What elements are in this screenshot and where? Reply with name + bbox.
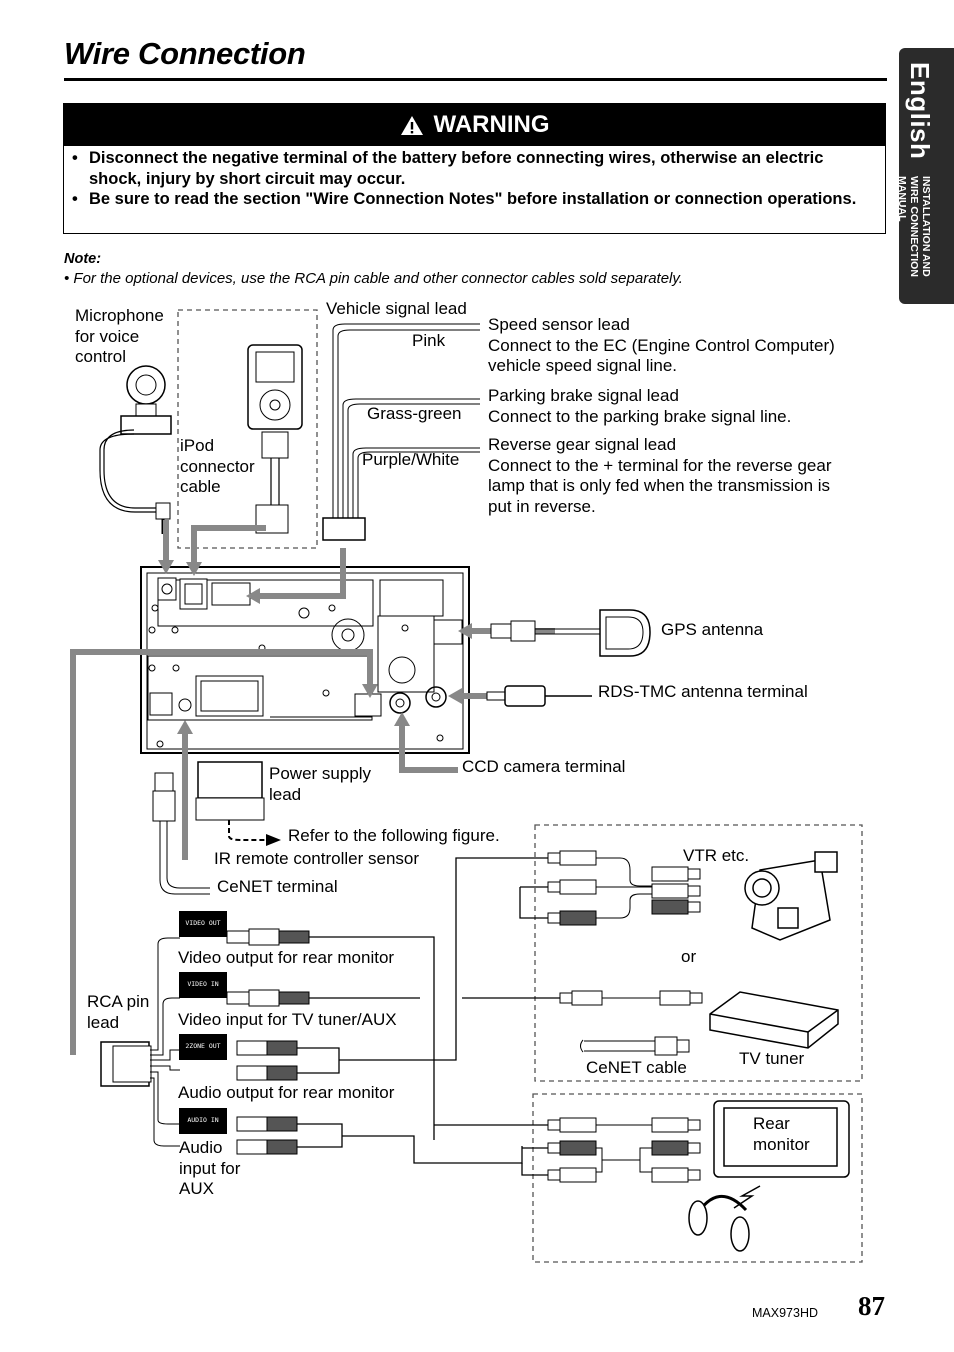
label-power-supply: Power supply lead — [269, 764, 372, 804]
connector-tag-2zone-out: 2ZONE OUT — [185, 1042, 221, 1050]
page-number: 87 — [858, 1291, 885, 1321]
label-ipod-cable: iPod connector cable — [180, 436, 255, 496]
microphone-icon — [100, 366, 171, 534]
warning-item: • Disconnect the negative terminal of the battery before connecting wires, otherwise an electric shock, injury by short circuit may occur. — [72, 149, 824, 188]
connector-tag-video-out: VIDEO OUT — [185, 919, 221, 927]
label-speed-sensor: Speed sensor lead Connect to the EC (Engine Control Computer) vehicle speed signal line. — [488, 315, 835, 375]
warning-item: • Be sure to read the section "Wire Connection Notes" before installation or connection operations. — [72, 190, 857, 208]
label-video-out-rear: Video output for rear monitor — [178, 948, 395, 967]
rds-tmc-plug-icon — [487, 686, 592, 706]
side-tab-language: English — [905, 62, 935, 160]
label-audio-in-aux: Audio input for AUX — [179, 1138, 241, 1198]
vehicle-signal-leads — [323, 324, 480, 540]
label-cenet-terminal: CeNET terminal — [217, 877, 338, 896]
label-gps-antenna: GPS antenna — [661, 620, 764, 639]
label-audio-out-rear: Audio output for rear monitor — [178, 1083, 395, 1102]
note-text: • For the optional devices, use the RCA pin cable and other connector cables sold separately. — [64, 270, 683, 287]
video-camera-icon — [745, 852, 837, 940]
model-number: MAX973HD — [752, 1306, 818, 1320]
vtr-rca-cables — [548, 851, 700, 925]
label-or: or — [681, 947, 697, 966]
side-tab-manual-title: INSTALLATION AND WIRE CONNECTION MANUAL — [896, 176, 932, 277]
label-reverse-gear: Reverse gear signal lead Connect to the + terminal for the reverse gear lamp that is only fed when the transmission is put in reverse. — [488, 435, 832, 516]
tv-tuner-cable — [560, 991, 702, 1005]
warning-item-text: Disconnect the negative terminal of the battery before connecting wires, otherwise an electric shock, injury by short circuit may occur. — [89, 149, 824, 188]
label-microphone: Microphone for voice control — [75, 306, 164, 366]
page-title: Wire Connection — [64, 36, 306, 71]
warning-heading: WARNING — [433, 111, 550, 138]
label-ccd-camera: CCD camera terminal — [462, 757, 626, 776]
connector-tag-audio-in: AUDIO IN — [187, 1116, 219, 1124]
label-parking-brake: Parking brake signal lead Connect to the parking brake signal line. — [488, 386, 792, 426]
label-rear-monitor: Rear monitor — [753, 1114, 810, 1154]
headphones-icon — [689, 1196, 749, 1251]
label-grass-green: Grass-green — [367, 404, 462, 423]
rear-monitor-cables — [548, 1118, 700, 1182]
label-cenet-cable: CeNET cable — [586, 1058, 687, 1077]
tv-tuner-icon — [710, 992, 838, 1048]
note-title: Note: — [64, 251, 102, 267]
label-tv-tuner: TV tuner — [739, 1049, 805, 1068]
ipod-icon — [248, 345, 302, 533]
warning-item-text: Be sure to read the section "Wire Connection Notes" before installation or connection operations. — [89, 190, 857, 208]
label-refer-figure: Refer to the following figure. — [288, 826, 500, 845]
label-vehicle-signal-lead: Vehicle signal lead — [326, 299, 467, 318]
cenet-cable-icon — [581, 1037, 690, 1055]
label-purple-white: Purple/White — [362, 450, 460, 469]
gps-antenna-icon — [491, 610, 650, 656]
label-vtr: VTR etc. — [683, 846, 750, 865]
wireless-signal-icon — [734, 1186, 760, 1208]
rca-pin-lead-harness — [101, 938, 180, 1146]
label-pink: Pink — [412, 331, 446, 350]
label-ir-remote: IR remote controller sensor — [214, 849, 420, 868]
label-rds-tmc: RDS-TMC antenna terminal — [598, 682, 808, 701]
label-rca-pin-lead: RCA pin lead — [87, 992, 150, 1032]
label-video-in-tv: Video input for TV tuner/AUX — [178, 1010, 397, 1029]
note-body: For the optional devices, use the RCA pin cable and other connector cables sold separately. — [73, 270, 683, 287]
connector-tag-video-in: VIDEO IN — [187, 980, 219, 988]
